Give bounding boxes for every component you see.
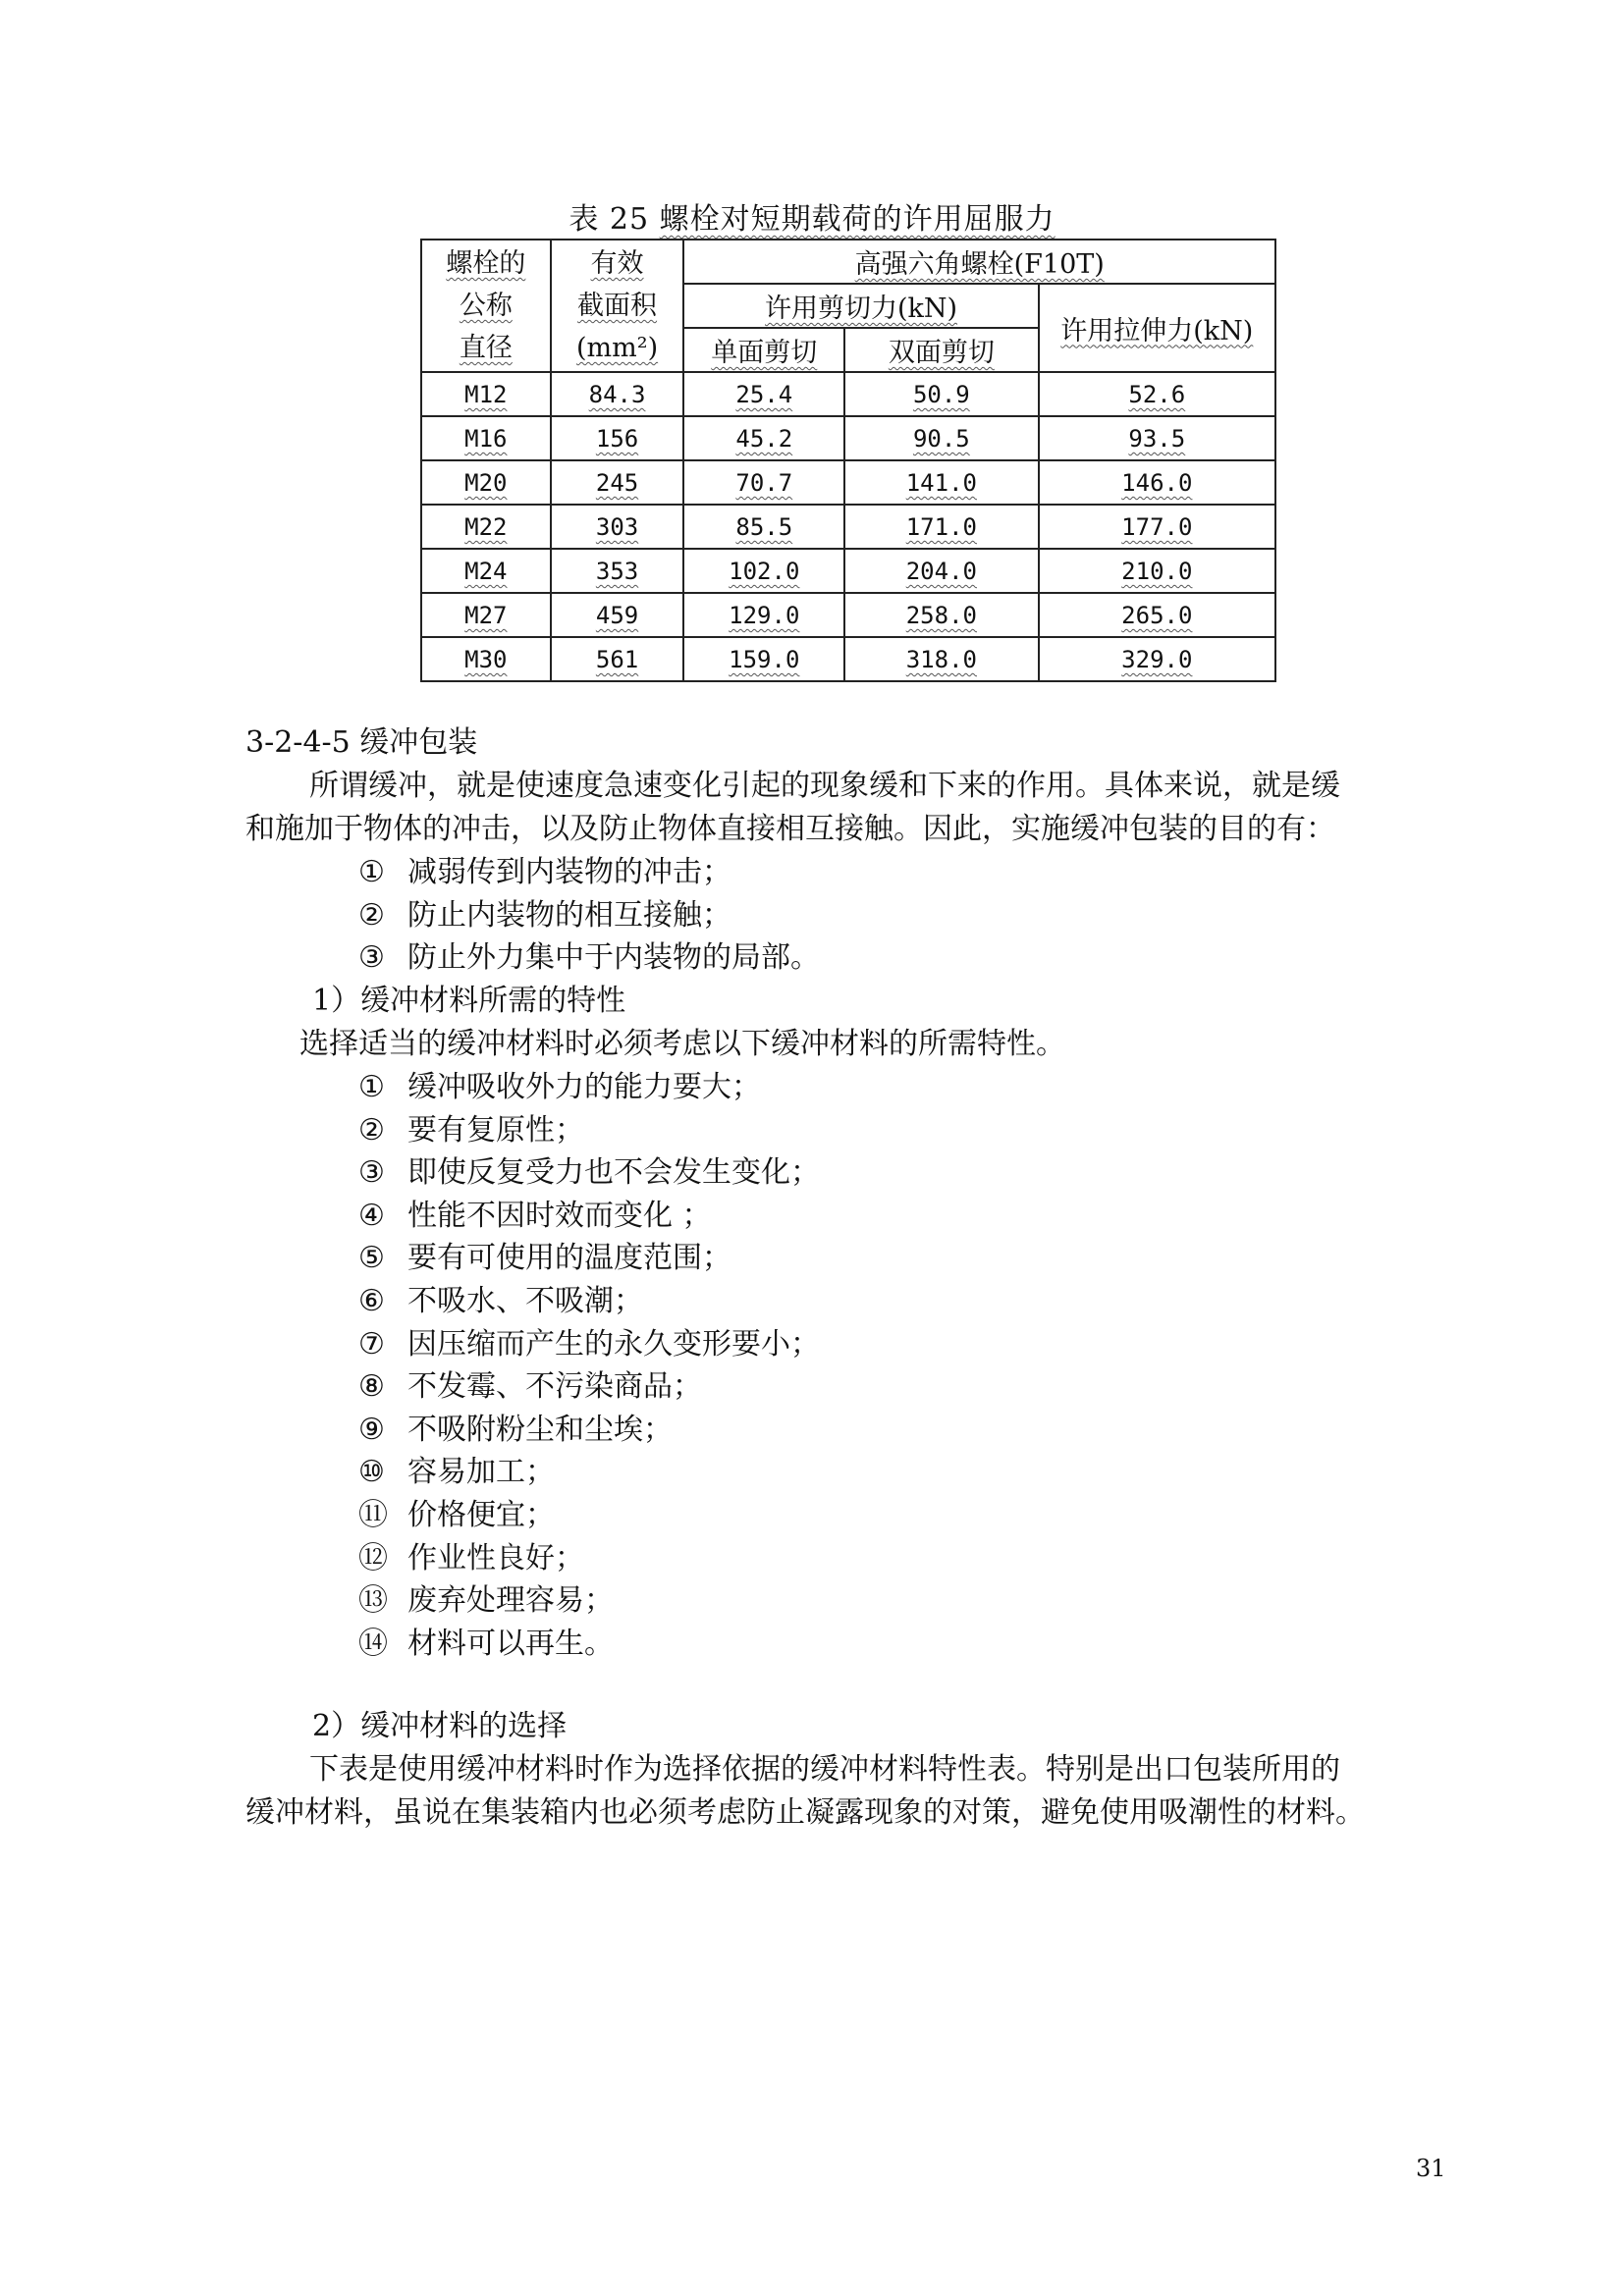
table-cell-value: 102.0: [729, 558, 800, 585]
list-item: [358, 1409, 820, 1452]
list-item: [358, 1365, 820, 1409]
list-item: [358, 1066, 820, 1109]
list-item-text: 不吸附粉尘和尘埃；: [407, 1412, 673, 1447]
list-item: [358, 1323, 820, 1366]
table-cell: [683, 505, 844, 549]
table-cell: [551, 593, 684, 637]
list-item-text: 作业性良好；: [407, 1540, 584, 1575]
purposes-list: [358, 851, 820, 980]
table-cell-value: 93.5: [1128, 425, 1186, 453]
list-item: [358, 1579, 820, 1623]
table-cell: [1039, 460, 1275, 505]
table-row: [421, 372, 1275, 416]
table-cell: [1039, 593, 1275, 637]
table-cell-value: 258.0: [905, 602, 977, 629]
list-item-number: ⑤: [358, 1241, 385, 1276]
header-group: 高强六角螺栓(F10T): [683, 240, 1275, 284]
list-item: [358, 1195, 820, 1238]
table-cell: [683, 593, 844, 637]
table-cell-value: 45.2: [735, 425, 793, 453]
list-item-number: ③: [358, 940, 385, 976]
table-cell-value: 329.0: [1121, 646, 1193, 673]
table-cell-value: 204.0: [905, 558, 977, 585]
list-item-number: ①: [358, 855, 385, 889]
table-cell-value: M20: [464, 469, 508, 497]
table-cell-value: 459: [595, 602, 639, 629]
table-cell-value: 318.0: [905, 646, 977, 673]
table-cell-value: M30: [464, 646, 508, 673]
list-item-number: ⑥: [358, 1283, 385, 1318]
list-item-text: 减弱传到内装物的冲击；: [407, 855, 731, 889]
table-cell-value: 303: [595, 513, 639, 541]
list-item-text: 材料可以再生。: [407, 1626, 614, 1661]
table-cell: [683, 637, 844, 681]
table-cell-value: 129.0: [729, 602, 800, 629]
list-item-number: ⑦: [358, 1326, 385, 1362]
table-cell-value: 561: [595, 646, 639, 673]
table-cell-value: 156: [595, 425, 639, 453]
table-cell-value: 210.0: [1121, 558, 1193, 585]
list-item-number: ②: [358, 1112, 385, 1148]
subsection-1-intro: 选择适当的缓冲材料时必须考虑以下缓冲材料的所需特性。: [299, 1027, 1065, 1061]
table-cell: [844, 372, 1039, 416]
list-item-number: ③: [358, 1155, 385, 1191]
list-item: [358, 936, 820, 980]
table-cell-value: M22: [464, 513, 508, 541]
header-tensile: 许用拉伸力(kN): [1039, 284, 1275, 372]
list-item: [358, 1280, 820, 1323]
table-body: [421, 372, 1275, 681]
table-title-text: 螺栓对短期载荷的许用屈服力: [659, 202, 1056, 237]
table-cell: [551, 416, 684, 460]
table-row: [421, 637, 1275, 681]
list-item: [358, 851, 820, 894]
section-heading: 3-2-4-5 缓冲包装: [245, 725, 478, 760]
table-cell-value: 90.5: [912, 425, 970, 453]
list-item-text: 因压缩而产生的永久变形要小；: [407, 1326, 820, 1362]
list-item-text: 价格便宜；: [407, 1497, 555, 1532]
table-cell-value: 50.9: [912, 381, 970, 408]
table-cell: [844, 505, 1039, 549]
table-cell: [1039, 372, 1275, 416]
header-double-shear: 双面剪切: [844, 328, 1039, 372]
list-item-text: 不吸水、不吸潮；: [407, 1283, 643, 1318]
header-nominal-diameter: 螺栓的 公称 直径: [421, 240, 551, 372]
table-cell: [551, 637, 684, 681]
table-cell-value: M24: [464, 558, 508, 585]
list-item: [358, 1537, 820, 1580]
table-cell-value: 25.4: [735, 381, 793, 408]
list-item: [358, 1451, 820, 1494]
table-cell-value: 265.0: [1121, 602, 1193, 629]
list-item-number: ⑫: [358, 1540, 388, 1575]
table-cell: [421, 637, 551, 681]
table-cell: [421, 416, 551, 460]
table-cell: [551, 505, 684, 549]
list-item-text: 不发霉、不污染商品；: [407, 1369, 702, 1405]
table-cell: [421, 549, 551, 593]
table-cell: [551, 549, 684, 593]
table-row: [421, 416, 1275, 460]
table-cell-value: 85.5: [735, 513, 793, 541]
intro-paragraph: [245, 765, 1455, 851]
list-item-number: ⑩: [358, 1455, 385, 1490]
table-cell: [683, 549, 844, 593]
table-cell-value: 146.0: [1121, 469, 1193, 497]
table-cell-value: 171.0: [905, 513, 977, 541]
table-title: [0, 194, 1624, 238]
table-cell: [1039, 416, 1275, 460]
table-cell: [844, 593, 1039, 637]
header-single-shear: 单面剪切: [683, 328, 844, 372]
list-item: [358, 1237, 820, 1280]
table-cell: [683, 416, 844, 460]
table-cell-value: 353: [595, 558, 639, 585]
list-item-number: ②: [358, 897, 385, 933]
intro-line-1: 所谓缓冲，就是使速度急速变化引起的现象缓和下来的作用。具体来说，就是缓: [309, 769, 1340, 803]
table-cell-value: 177.0: [1121, 513, 1193, 541]
table-cell: [844, 416, 1039, 460]
list-item-text: 缓冲吸收外力的能力要大；: [407, 1070, 761, 1104]
table-row: [421, 593, 1275, 637]
table-cell-value: 141.0: [905, 469, 977, 497]
list-item-number: ⑧: [358, 1369, 385, 1405]
table-cell: [551, 460, 684, 505]
list-item: [358, 894, 820, 937]
table-cell: [421, 593, 551, 637]
list-item-text: 防止外力集中于内装物的局部。: [407, 940, 820, 976]
table-cell: [421, 460, 551, 505]
list-item-text: 废弃处理容易；: [407, 1583, 614, 1619]
table-cell: [421, 505, 551, 549]
list-item-number: ⑨: [358, 1412, 385, 1447]
subsection-2-line-1: 下表是使用缓冲材料时作为选择依据的缓冲材料特性表。特别是出口包装所用的: [309, 1752, 1340, 1787]
table-cell: [683, 460, 844, 505]
table-cell-value: 84.3: [588, 381, 646, 408]
table-cell: [551, 372, 684, 416]
list-item: [358, 1151, 820, 1195]
list-item: [358, 1109, 820, 1152]
table-cell-value: 245: [595, 469, 639, 497]
table-cell-value: 159.0: [729, 646, 800, 673]
list-item-text: 容易加工；: [407, 1455, 555, 1490]
table-cell-value: M16: [464, 425, 508, 453]
subsection-2-heading: 2）缓冲材料的选择: [312, 1709, 568, 1743]
table-row: [421, 460, 1275, 505]
list-item-number: ⑪: [358, 1497, 388, 1532]
list-item-text: 要有可使用的温度范围；: [407, 1241, 731, 1276]
table-cell-value: M27: [464, 602, 508, 629]
table-cell: [844, 460, 1039, 505]
table-cell: [844, 549, 1039, 593]
list-item-number: ⑭: [358, 1626, 388, 1661]
subsection-2-paragraph: [245, 1748, 1455, 1835]
table-cell: [421, 372, 551, 416]
list-item-text: 即使反复受力也不会发生变化；: [407, 1155, 820, 1191]
table-cell-value: M12: [464, 381, 508, 408]
list-item-number: ①: [358, 1070, 385, 1104]
table-title-prefix: 表 25: [568, 202, 650, 237]
header-shear-group: 许用剪切力(kN): [683, 284, 1038, 328]
table-cell: [844, 637, 1039, 681]
intro-line-2: 和施加于物体的冲击，以及防止物体直接相互接触。因此，实施缓冲包装的目的有：: [245, 812, 1335, 846]
table-row: [421, 505, 1275, 549]
table-cell-value: 52.6: [1128, 381, 1186, 408]
table-cell: [1039, 549, 1275, 593]
list-item-number: ④: [358, 1198, 385, 1233]
table-row: [421, 549, 1275, 593]
subsection-1-heading: 1）缓冲材料所需的特性: [312, 984, 626, 1018]
list-item-text: 防止内装物的相互接触；: [407, 897, 731, 933]
table-cell-value: 70.7: [735, 469, 793, 497]
list-item: [358, 1623, 820, 1666]
table-cell: [683, 372, 844, 416]
list-item: [358, 1494, 820, 1537]
list-item-text: 要有复原性；: [407, 1112, 584, 1148]
bolt-yield-table: [420, 239, 1276, 682]
table-cell: [1039, 637, 1275, 681]
page-number: 31: [1416, 2155, 1446, 2182]
header-effective-area: 有效 截面积 (mm²): [551, 240, 684, 372]
properties-list: [358, 1066, 820, 1665]
table-cell: [1039, 505, 1275, 549]
list-item-number: ⑬: [358, 1583, 388, 1619]
subsection-2-line-2: 缓冲材料，虽说在集装箱内也必须考虑防止凝露现象的对策，避免使用吸潮性的材料。: [245, 1795, 1365, 1830]
list-item-text: 性能不因时效而变化 ；: [407, 1198, 712, 1233]
